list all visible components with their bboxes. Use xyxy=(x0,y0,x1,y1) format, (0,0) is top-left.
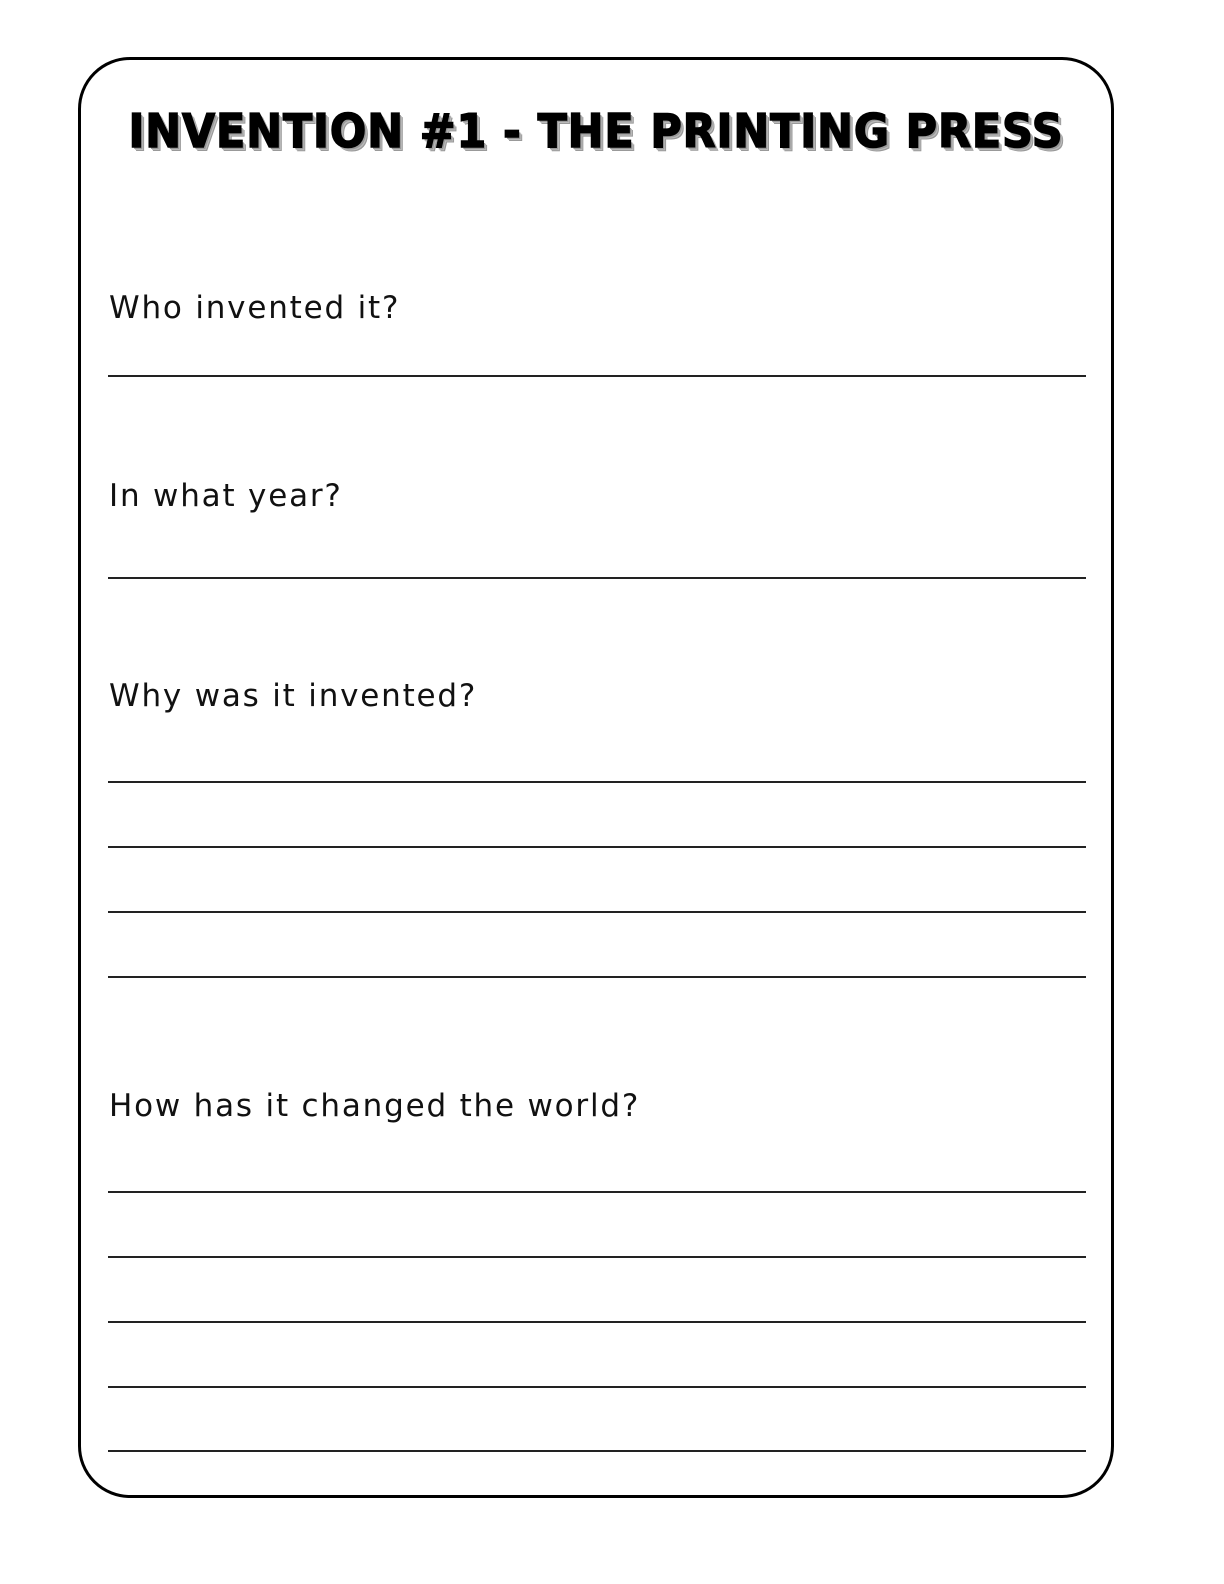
answer-line[interactable] xyxy=(108,577,1086,579)
question-why-invented: Why was it invented? xyxy=(109,678,478,714)
answer-line[interactable] xyxy=(108,1256,1086,1258)
answer-line[interactable] xyxy=(108,911,1086,913)
answer-line[interactable] xyxy=(108,976,1086,978)
worksheet-title: INVENTION #1 - THE PRINTING PRESS xyxy=(128,104,1064,158)
answer-line[interactable] xyxy=(108,1321,1086,1323)
answer-line[interactable] xyxy=(108,846,1086,848)
question-year: In what year? xyxy=(109,478,343,514)
worksheet-border xyxy=(78,57,1114,1498)
answer-line[interactable] xyxy=(108,1386,1086,1388)
question-changed-world: How has it changed the world? xyxy=(109,1088,641,1124)
answer-line[interactable] xyxy=(108,781,1086,783)
answer-line[interactable] xyxy=(108,1191,1086,1193)
question-who-invented: Who invented it? xyxy=(109,290,401,326)
answer-line[interactable] xyxy=(108,375,1086,377)
answer-line[interactable] xyxy=(108,1450,1086,1452)
